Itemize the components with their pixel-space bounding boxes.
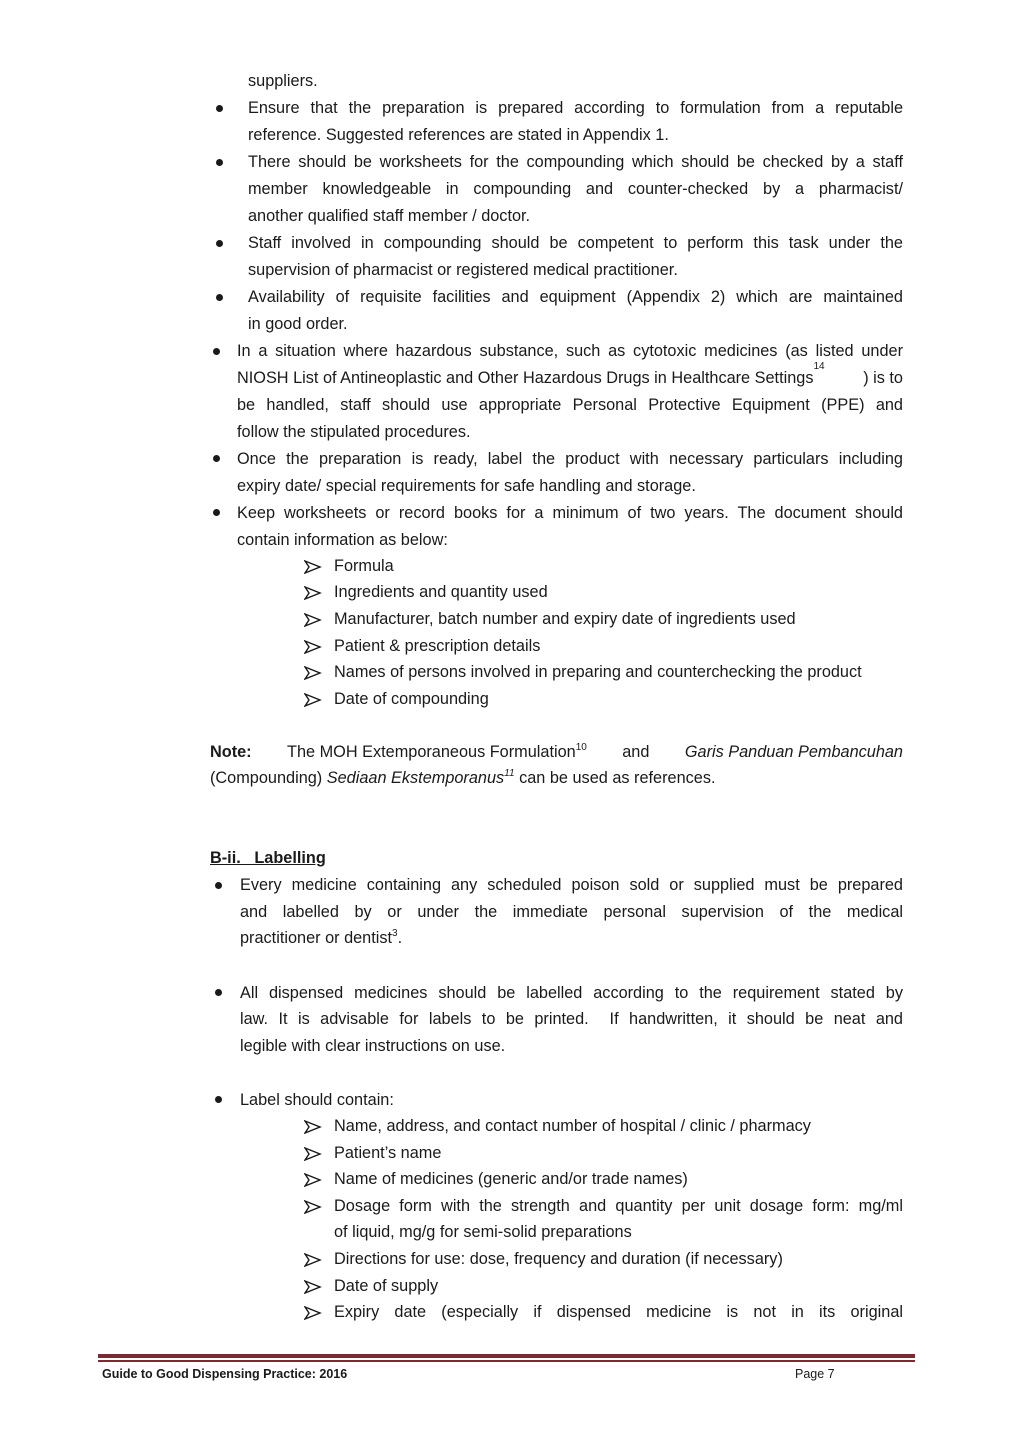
- text-span: NIOSH List of Antineoplastic and Other Hazardous Drugs in Healthcare Settings: [237, 369, 814, 387]
- text-span: [287, 742, 587, 762]
- list-item: Name, address, and contact number of hospital / clinic / pharmacy: [334, 1117, 811, 1135]
- text-span: practitioner or dentist: [240, 929, 393, 947]
- footnote-ref: 11: [504, 767, 515, 779]
- text-line: suppliers.: [248, 72, 318, 90]
- footer-rule: [98, 1354, 915, 1358]
- arrow-bullet-icon: [304, 640, 322, 654]
- arrow-bullet-icon: [304, 1280, 322, 1294]
- footer-rule-thin: [98, 1360, 915, 1362]
- arrow-bullet-icon: [304, 1147, 322, 1161]
- arrow-bullet-icon: [304, 1306, 322, 1320]
- arrow-bullet-icon: [304, 613, 322, 627]
- arrow-bullet-icon: [304, 586, 322, 600]
- text-line: [237, 361, 903, 388]
- list-item: Name of medicines (generic and/or trade names): [334, 1170, 688, 1188]
- arrow-bullet-icon: [304, 666, 322, 680]
- text-span: (Compounding): [210, 769, 323, 787]
- reference-title: Sediaan Ekstemporanus: [326, 769, 505, 787]
- text-span: and: [622, 743, 650, 761]
- section-heading: B-ii. Labelling: [210, 849, 326, 867]
- text-line: follow the stipulated procedures.: [237, 423, 471, 441]
- arrow-bullet-icon: [304, 1120, 322, 1134]
- text-span: can be used as references.: [519, 769, 716, 787]
- bullet-icon: [213, 348, 220, 355]
- list-item: Date of supply: [334, 1277, 439, 1295]
- page-number: Page 7: [795, 1367, 835, 1381]
- list-item: Expiry date (especially if dispensed medicine is not in its original: [334, 1303, 903, 1321]
- text-line: Ensure that the preparation is prepared according to formulation from a reputable: [248, 99, 903, 117]
- list-item: Manufacturer, batch number and expiry date of ingredients used: [334, 610, 796, 628]
- footer-title: Guide to Good Dispensing Practice: 2016: [102, 1367, 348, 1381]
- text-span: .: [397, 929, 403, 947]
- list-item: Directions for use: dose, frequency and duration (if necessary): [334, 1250, 783, 1268]
- bullet-icon: [215, 1096, 222, 1103]
- text-line: member knowledgeable in compounding and counter-checked by a pharmacist/: [248, 180, 903, 198]
- text-line: be handled, staff should use appropriate Personal Protective Equipment (PPE) and: [237, 396, 903, 414]
- footnote-ref: 14: [813, 361, 825, 372]
- text-line: law. It is advisable for labels to be printed. If handwritten, it should be neat and: [240, 1010, 903, 1028]
- list-item: Ingredients and quantity used: [334, 583, 548, 601]
- footnote-ref: 3: [392, 927, 398, 939]
- text-line: legible with clear instructions on use.: [240, 1037, 506, 1055]
- list-item: Date of compounding: [334, 690, 489, 708]
- text-line: Every medicine containing any scheduled poison sold or supplied must be prepared: [240, 876, 903, 894]
- text-line: expiry date/ special requirements for safe handling and storage.: [237, 477, 696, 495]
- note-label: Note:: [210, 743, 252, 761]
- note-line: [210, 768, 716, 788]
- text-span: The MOH Extemporaneous Formulation: [287, 743, 576, 761]
- text-line: reference. Suggested references are stated in Appendix 1.: [248, 126, 669, 144]
- bullet-icon: [215, 882, 222, 889]
- arrow-bullet-icon: [304, 560, 322, 574]
- list-item: Patient’s name: [334, 1144, 442, 1162]
- arrow-bullet-icon: [304, 1253, 322, 1267]
- bullet-icon: [216, 294, 223, 301]
- text-line: In a situation where hazardous substance, such as cytotoxic medicines (as listed under: [237, 342, 903, 360]
- bullet-icon: [216, 105, 223, 112]
- text-line: Keep worksheets or record books for a minimum of two years. The document should: [237, 504, 903, 522]
- footnote-ref: 10: [575, 741, 587, 753]
- text-line: and labelled by or under the immediate personal supervision of the medical: [240, 903, 903, 921]
- arrow-bullet-icon: [304, 1173, 322, 1187]
- arrow-bullet-icon: [304, 1200, 322, 1214]
- text-line: supervision of pharmacist or registered medical practitioner.: [248, 261, 678, 279]
- text-line: Label should contain:: [240, 1091, 394, 1109]
- list-item: Names of persons involved in preparing and counterchecking the product: [334, 663, 862, 681]
- text-line: another qualified staff member / doctor.: [248, 207, 531, 225]
- text-line: in good order.: [248, 315, 348, 333]
- bullet-icon: [213, 509, 220, 516]
- text-line: [240, 928, 402, 948]
- text-span: ) is to: [863, 369, 903, 387]
- text-line: Availability of requisite facilities and equipment (Appendix 2) which are maintained: [248, 288, 903, 306]
- arrow-bullet-icon: [304, 693, 322, 707]
- list-item: Formula: [334, 557, 394, 575]
- text-line: Once the preparation is ready, label the product with necessary particulars including: [237, 450, 903, 468]
- bullet-icon: [213, 455, 220, 462]
- text-line: There should be worksheets for the compounding which should be checked by a staff: [248, 153, 903, 171]
- list-item: of liquid, mg/g for semi-solid preparations: [334, 1223, 632, 1241]
- note-line: [210, 742, 903, 762]
- bullet-icon: [216, 159, 223, 166]
- list-item: Patient & prescription details: [334, 637, 541, 655]
- reference-title: Garis Panduan Pembancuhan: [684, 743, 903, 761]
- text-line: Staff involved in compounding should be competent to perform this task under the: [248, 234, 903, 252]
- list-item: Dosage form with the strength and quantity per unit dosage form: mg/ml: [334, 1197, 903, 1215]
- text-line: All dispensed medicines should be labelled according to the requirement stated by: [240, 984, 903, 1002]
- text-line: contain information as below:: [237, 531, 448, 549]
- bullet-icon: [215, 989, 222, 996]
- bullet-icon: [216, 240, 223, 247]
